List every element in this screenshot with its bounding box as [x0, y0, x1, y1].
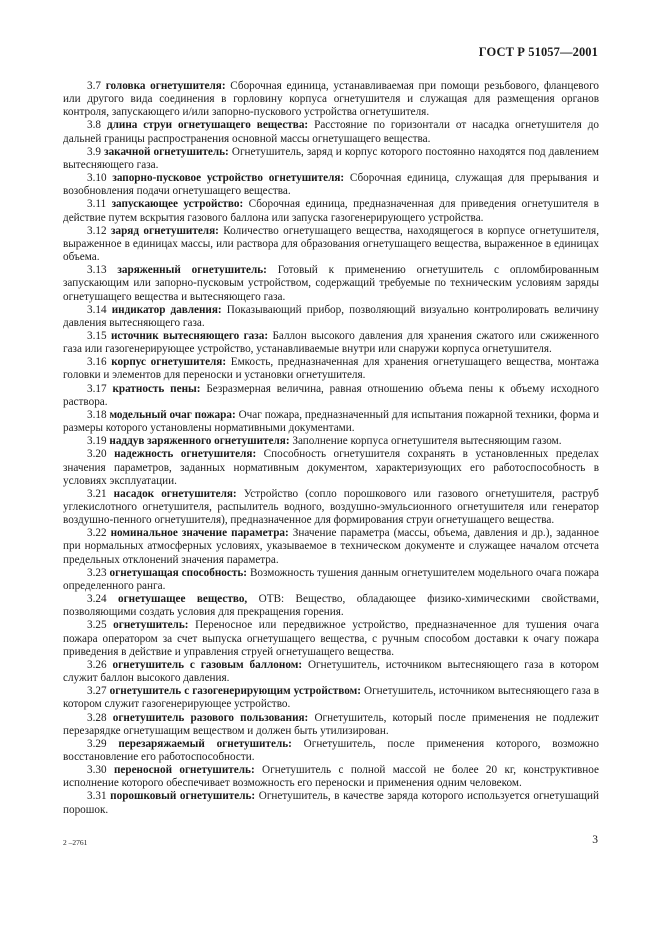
term-definition: Баллон высокого давления для хранения сжатого или сжиженного газа или газогенерирующее устройство, устанавливаемые внутри или снаружи корпуса огнетушителя. [63, 329, 599, 356]
term-definition: Сборочная единица, устанавливаемая при помощи резьбового, фланцевого или другого вида соединения в горловину корпуса огнетушителя и служащая для размещения органов контроля, запускающего и/или запорно-пускового устройства огнетушителя. [63, 80, 599, 119]
term-number: 3.24 [87, 593, 107, 606]
term-definition: Возможность тушения данным огнетушителем модельного очага пожара определенного ранга. [63, 566, 600, 592]
term-name: корпус огнетушителя: [111, 356, 227, 369]
term-entry [63, 435, 599, 448]
term-number: 3.31 [87, 790, 107, 803]
term-number: 3.23 [87, 566, 107, 579]
term-number: 3.16 [87, 356, 107, 369]
term-name: запорно-пусковое устройство огнетушителя: [112, 172, 345, 185]
term-entry [63, 764, 599, 790]
term-name: индикатор давления: [111, 303, 222, 316]
term-name: длина струи огнетушащего вещества: [106, 119, 309, 132]
term-number: 3.10 [87, 172, 107, 185]
term-name: перезаряжаемый огнетушитель: [118, 737, 292, 750]
term-number: 3.27 [87, 685, 107, 698]
term-entry [63, 567, 599, 593]
term-definition: Безразмерная величина, равная отношению объема пены к объему исходного раствора. [63, 382, 600, 408]
term-name: огнетушитель с газовым баллоном: [112, 658, 303, 671]
term-number: 3.18 [87, 408, 107, 421]
term-name: кратность пены: [112, 382, 201, 395]
term-definition: Расстояние по горизонтали от насадка огнетушителя до дальней границы распространения основной массы огнетушащего вещества. [63, 119, 599, 145]
term-definition: Емкость, предназначенная для хранения огнетушащего вещества, монтажа головки и элементов для переноски и установки огнетушителя. [63, 356, 600, 382]
term-name: огнетушитель: [113, 619, 189, 632]
term-definition: Огнетушитель, который после применения не подлежит перезарядке огнетушащим веществом и должен быть утилизирован. [63, 711, 600, 737]
term-entry [63, 448, 599, 487]
term-entry [63, 119, 599, 145]
term-definition: Огнетушитель с полной массой не более 20 кг, конструктивное исполнение которого обеспечивает возможность его переноски и применения одним человеком. [63, 764, 599, 790]
term-entry [63, 146, 599, 172]
term-number: 3.22 [87, 527, 107, 540]
term-definition: Готовый к применению огнетушитель с опломбированным запускающим или запорно-пусковым устройством, содержащий требуемые по техническим условиям заряды огнетушащего вещества и вытесняющего газа. [63, 264, 599, 303]
term-entry [63, 383, 599, 409]
term-entry [63, 712, 599, 738]
term-name: запускающее устройство: [111, 198, 244, 211]
term-name: головка огнетушителя: [105, 80, 226, 92]
term-definition: Очаг пожара, предназначенный для испытания пожарной техники, форма и размеры которого установлены нормативными документами. [63, 408, 600, 435]
term-definition: Огнетушитель, после применения которого, возможно восстановление его работоспособности. [63, 737, 600, 763]
term-number: 3.26 [87, 658, 107, 671]
term-number: 3.12 [87, 224, 107, 237]
term-definition: ОТВ: Вещество, обладающее физико-химическими свойствами, позволяющими создать условия для прекращения горения. [63, 593, 600, 619]
term-name: номинальное значение параметра: [110, 527, 289, 540]
term-number: 3.11 [87, 198, 107, 211]
term-number: 3.25 [87, 619, 107, 632]
term-number: 3.29 [87, 737, 107, 750]
term-definition: Переносное или передвижное устройство, предназначенное для тушения очага пожара оператором за счет выпуска огнетушащего вещества, с ручным способом доставки к очагу пожара приведения в действие и управления струей огнетушащего вещества. [63, 619, 599, 658]
term-entry [63, 264, 599, 303]
standard-header: ГОСТ Р 51057—2001 [478, 45, 598, 59]
term-definition: Сборочная единица, служащая для прерывания и возобновления подачи огнетушащего вещества. [63, 172, 600, 198]
term-number: 3.28 [87, 711, 107, 724]
term-name: огнетушащая способность: [109, 566, 247, 579]
term-number: 3.20 [87, 448, 107, 461]
term-entry [63, 488, 599, 527]
term-definition: Заполнение корпуса огнетушителя вытесняющим газом. [292, 435, 562, 448]
term-number: 3.19 [87, 435, 107, 448]
term-entry [63, 80, 599, 119]
term-definition: Устройство (сопло порошкового или газового огнетушителя, раструб углекислотного огнетушителя, распылитель водного, воздушно-эмульсионного огнетушителя или генератор воздушно-пенного огнетушителя), предназначенное для формирования струи огнетушащего вещества. [63, 487, 600, 527]
term-number: 3.9 [87, 145, 101, 158]
page-number: 3 [592, 834, 598, 846]
term-number: 3.17 [87, 382, 107, 395]
term-entry [63, 738, 599, 764]
term-definition: Способность огнетушителя сохранять в установленных пределах значения параметров, заданных нормативным документом, характеризующих его работоспособность в условиях эксплуатации. [63, 448, 600, 487]
term-entry [63, 225, 599, 264]
term-definition: Количество огнетушащего вещества, находящегося в корпусе огнетушителя, выраженное в единицах массы, или раствора для образования огнетушащего вещества, выраженное в единицах объема. [63, 224, 600, 264]
term-definition: Огнетушитель, источником вытесняющего газа в котором служит газогенерирующее устройство. [63, 685, 600, 711]
term-definition: Значение параметра (массы, объема, давления и др.), заданное при нормальных атмосферных условиях, указываемое в техническом документе и служащее началом отсчета предельных отклонений значения параметра. [63, 527, 599, 566]
term-name: закачной огнетушитель: [104, 145, 229, 158]
term-name: модельный очаг пожара: [109, 408, 236, 421]
term-number: 3.15 [87, 329, 107, 342]
term-entry [63, 356, 599, 382]
term-number: 3.8 [87, 119, 101, 132]
term-name: источник вытесняющего газа: [110, 329, 269, 342]
term-entry [63, 659, 599, 685]
term-name: порошковый огнетушитель: [110, 790, 256, 803]
term-entry [63, 172, 599, 198]
term-name: огнетушащее вещество, [118, 593, 248, 606]
term-definition: Огнетушитель, заряд и корпус которого постоянно находятся под давлением вытесняющего газа. [63, 145, 599, 171]
term-entry [63, 330, 599, 356]
term-entry [63, 304, 599, 330]
term-definition: Показывающий прибор, позволяющий визуально контролировать величину давления вытесняющего газа. [63, 303, 600, 329]
term-entry [63, 198, 599, 224]
print-code: 2 –2761 [63, 838, 88, 847]
term-name: насадок огнетушителя: [113, 487, 237, 500]
term-name: огнетушитель с газогенерирующим устройством: [109, 685, 361, 698]
term-number: 3.7 [87, 80, 101, 92]
term-name: заряд огнетушителя: [110, 224, 219, 237]
terms-list [63, 80, 599, 817]
term-definition: Сборочная единица, предназначенная для приведения огнетушителя в действие путем вскрытия газового баллона или запуска газогенерирующего устройства. [63, 198, 599, 224]
term-entry [63, 790, 599, 816]
term-name: заряженный огнетушитель: [117, 264, 267, 277]
term-number: 3.14 [87, 303, 107, 316]
term-name: наддув заряженного огнетушителя: [109, 435, 290, 448]
term-number: 3.13 [87, 264, 107, 277]
term-definition: Огнетушитель, источником вытесняющего газа в котором служит баллон высокого давления. [63, 658, 599, 685]
term-number: 3.30 [87, 764, 107, 777]
term-entry [63, 409, 599, 435]
term-entry [63, 527, 599, 566]
term-number: 3.21 [87, 487, 107, 500]
term-definition: Огнетушитель, в качестве заряда которого используется огнетушащий порошок. [63, 790, 600, 816]
term-name: надежность огнетушителя: [114, 448, 257, 461]
term-name: огнетушитель разового пользования: [112, 711, 309, 724]
term-entry [63, 593, 599, 619]
term-name: переносной огнетушитель: [113, 764, 255, 777]
term-entry [63, 685, 599, 711]
term-entry [63, 619, 599, 658]
